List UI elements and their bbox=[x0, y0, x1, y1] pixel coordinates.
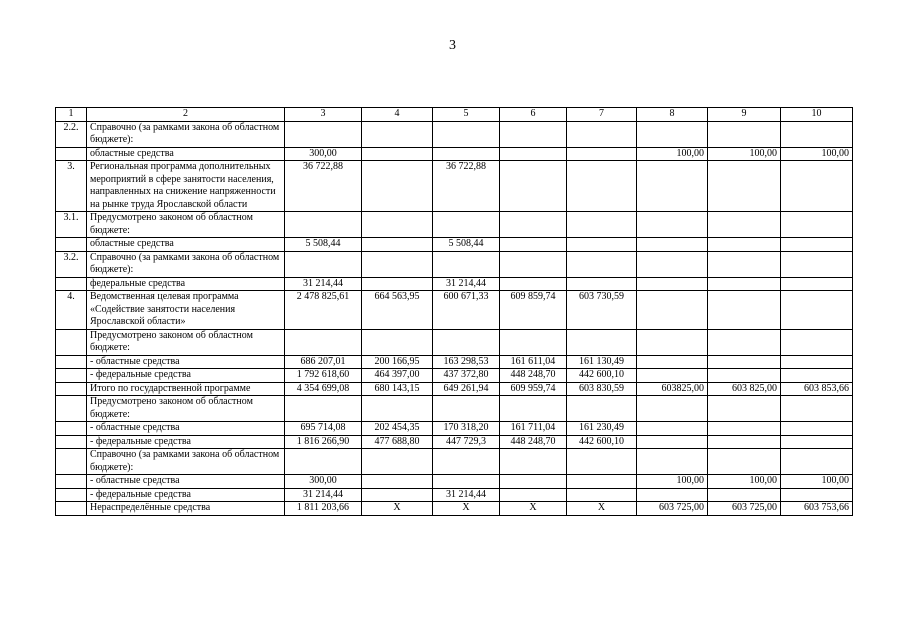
header-cell-year-7: 10 bbox=[781, 108, 853, 122]
cell-total: 4 354 699,08 bbox=[285, 382, 362, 396]
cell-year-2 bbox=[433, 449, 500, 475]
header-cell-year-2: 5 bbox=[433, 108, 500, 122]
cell-year-4: 161 130,49 bbox=[567, 355, 637, 369]
cell-year-5 bbox=[637, 212, 708, 238]
cell-number bbox=[56, 355, 87, 369]
cell-year-6 bbox=[708, 369, 781, 383]
cell-year-5: 603 725,00 bbox=[637, 502, 708, 516]
cell-year-4: 603 830,59 bbox=[567, 382, 637, 396]
cell-year-2: 5 508,44 bbox=[433, 238, 500, 252]
cell-year-1 bbox=[362, 121, 433, 147]
cell-name: Справочно (за рамками закона об областном бюджете): bbox=[87, 251, 285, 277]
cell-year-3: 609 959,74 bbox=[500, 382, 567, 396]
table-row bbox=[56, 291, 853, 330]
cell-year-2: Х bbox=[433, 502, 500, 516]
cell-year-2: 31 214,44 bbox=[433, 488, 500, 502]
cell-year-6 bbox=[708, 422, 781, 436]
cell-year-7: 603 853,66 bbox=[781, 382, 853, 396]
cell-number bbox=[56, 435, 87, 449]
cell-total bbox=[285, 121, 362, 147]
cell-year-3 bbox=[500, 277, 567, 291]
header-cell-name: 2 bbox=[87, 108, 285, 122]
cell-year-5 bbox=[637, 435, 708, 449]
cell-year-7 bbox=[781, 291, 853, 330]
table-row bbox=[56, 355, 853, 369]
table-row bbox=[56, 382, 853, 396]
cell-name: - областные средства bbox=[87, 422, 285, 436]
cell-year-4: Х bbox=[567, 502, 637, 516]
cell-name: Итого по государственной программе bbox=[87, 382, 285, 396]
header-cell-year-4: 7 bbox=[567, 108, 637, 122]
cell-name: Предусмотрено законом об областном бюджете: bbox=[87, 396, 285, 422]
cell-total: 1 811 203,66 bbox=[285, 502, 362, 516]
table-row bbox=[56, 475, 853, 489]
cell-number bbox=[56, 382, 87, 396]
cell-total bbox=[285, 449, 362, 475]
cell-year-2: 163 298,53 bbox=[433, 355, 500, 369]
table-row bbox=[56, 251, 853, 277]
cell-number: 4. bbox=[56, 291, 87, 330]
cell-number bbox=[56, 147, 87, 161]
cell-year-1: 477 688,80 bbox=[362, 435, 433, 449]
cell-total: 1 816 266,90 bbox=[285, 435, 362, 449]
cell-year-2: 170 318,20 bbox=[433, 422, 500, 436]
cell-year-3 bbox=[500, 161, 567, 212]
cell-year-4: 442 600,10 bbox=[567, 369, 637, 383]
cell-year-1 bbox=[362, 161, 433, 212]
cell-year-3: 161 711,04 bbox=[500, 422, 567, 436]
cell-year-7: 603 753,66 bbox=[781, 502, 853, 516]
cell-year-1: 202 454,35 bbox=[362, 422, 433, 436]
table-row bbox=[56, 369, 853, 383]
cell-number bbox=[56, 488, 87, 502]
cell-name: Справочно (за рамками закона об областном бюджете): bbox=[87, 121, 285, 147]
table-row bbox=[56, 161, 853, 212]
cell-year-2 bbox=[433, 251, 500, 277]
cell-total: 300,00 bbox=[285, 475, 362, 489]
cell-total: 31 214,44 bbox=[285, 488, 362, 502]
cell-year-2 bbox=[433, 475, 500, 489]
cell-year-2: 31 214,44 bbox=[433, 277, 500, 291]
cell-year-1 bbox=[362, 212, 433, 238]
cell-year-1 bbox=[362, 238, 433, 252]
cell-year-7 bbox=[781, 121, 853, 147]
cell-year-5 bbox=[637, 369, 708, 383]
cell-year-7 bbox=[781, 422, 853, 436]
cell-year-7 bbox=[781, 277, 853, 291]
cell-year-4 bbox=[567, 251, 637, 277]
cell-year-4 bbox=[567, 121, 637, 147]
cell-year-1 bbox=[362, 277, 433, 291]
table-row bbox=[56, 329, 853, 355]
cell-name: - областные средства bbox=[87, 355, 285, 369]
table-row bbox=[56, 435, 853, 449]
cell-name: областные средства bbox=[87, 147, 285, 161]
cell-total: 2 478 825,61 bbox=[285, 291, 362, 330]
cell-name: Региональная программа дополнительных мероприятий в сфере занятости населения, направленных на снижение напряженности на рынке труда Ярославской области bbox=[87, 161, 285, 212]
cell-name: Предусмотрено законом об областном бюджете: bbox=[87, 212, 285, 238]
cell-total bbox=[285, 396, 362, 422]
cell-year-6 bbox=[708, 238, 781, 252]
cell-year-7 bbox=[781, 435, 853, 449]
table-row bbox=[56, 212, 853, 238]
cell-year-5 bbox=[637, 277, 708, 291]
cell-year-3: 448 248,70 bbox=[500, 369, 567, 383]
cell-name: Ведомственная целевая программа «Содействие занятости населения Ярославской области» bbox=[87, 291, 285, 330]
cell-name: - федеральные средства bbox=[87, 435, 285, 449]
cell-year-7 bbox=[781, 251, 853, 277]
cell-year-6 bbox=[708, 435, 781, 449]
cell-number bbox=[56, 449, 87, 475]
cell-year-7 bbox=[781, 238, 853, 252]
table-header-row bbox=[56, 108, 853, 122]
cell-number bbox=[56, 369, 87, 383]
cell-year-3 bbox=[500, 238, 567, 252]
page-number: 3 bbox=[449, 38, 456, 53]
cell-year-6 bbox=[708, 488, 781, 502]
cell-year-1: 664 563,95 bbox=[362, 291, 433, 330]
cell-year-5 bbox=[637, 422, 708, 436]
cell-year-7: 100,00 bbox=[781, 475, 853, 489]
table-row bbox=[56, 277, 853, 291]
cell-number: 3.1. bbox=[56, 212, 87, 238]
cell-year-2 bbox=[433, 329, 500, 355]
table-row bbox=[56, 396, 853, 422]
cell-year-5 bbox=[637, 121, 708, 147]
cell-number bbox=[56, 475, 87, 489]
cell-year-1 bbox=[362, 488, 433, 502]
cell-year-7 bbox=[781, 449, 853, 475]
header-cell-number: 1 bbox=[56, 108, 87, 122]
cell-year-7 bbox=[781, 488, 853, 502]
cell-year-6 bbox=[708, 121, 781, 147]
cell-name: Справочно (за рамками закона об областном бюджете): bbox=[87, 449, 285, 475]
cell-year-6 bbox=[708, 161, 781, 212]
cell-year-1: Х bbox=[362, 502, 433, 516]
cell-total: 695 714,08 bbox=[285, 422, 362, 436]
cell-name: областные средства bbox=[87, 238, 285, 252]
cell-number: 2.2. bbox=[56, 121, 87, 147]
header-cell-total: 3 bbox=[285, 108, 362, 122]
cell-year-4 bbox=[567, 475, 637, 489]
cell-total bbox=[285, 251, 362, 277]
table-row bbox=[56, 449, 853, 475]
cell-total: 1 792 618,60 bbox=[285, 369, 362, 383]
cell-year-4: 442 600,10 bbox=[567, 435, 637, 449]
cell-year-4: 603 730,59 bbox=[567, 291, 637, 330]
cell-year-4 bbox=[567, 449, 637, 475]
cell-year-5 bbox=[637, 355, 708, 369]
cell-total: 686 207,01 bbox=[285, 355, 362, 369]
cell-number bbox=[56, 329, 87, 355]
table-row bbox=[56, 422, 853, 436]
cell-year-1 bbox=[362, 329, 433, 355]
cell-year-5: 603825,00 bbox=[637, 382, 708, 396]
cell-number: 3. bbox=[56, 161, 87, 212]
cell-name: Предусмотрено законом об областном бюджете: bbox=[87, 329, 285, 355]
table-row bbox=[56, 238, 853, 252]
header-cell-year-6: 9 bbox=[708, 108, 781, 122]
cell-year-7 bbox=[781, 369, 853, 383]
cell-year-6 bbox=[708, 329, 781, 355]
cell-year-3 bbox=[500, 147, 567, 161]
cell-year-4 bbox=[567, 212, 637, 238]
cell-year-3 bbox=[500, 396, 567, 422]
cell-year-6: 603 725,00 bbox=[708, 502, 781, 516]
cell-year-5 bbox=[637, 449, 708, 475]
cell-year-2 bbox=[433, 396, 500, 422]
cell-year-2: 600 671,33 bbox=[433, 291, 500, 330]
cell-year-1 bbox=[362, 449, 433, 475]
cell-year-4: 161 230,49 bbox=[567, 422, 637, 436]
cell-year-6: 100,00 bbox=[708, 475, 781, 489]
cell-number: 3.2. bbox=[56, 251, 87, 277]
cell-year-1: 200 166,95 bbox=[362, 355, 433, 369]
cell-year-3: 609 859,74 bbox=[500, 291, 567, 330]
cell-year-3: 161 611,04 bbox=[500, 355, 567, 369]
cell-year-2: 437 372,80 bbox=[433, 369, 500, 383]
cell-year-4 bbox=[567, 488, 637, 502]
cell-number bbox=[56, 396, 87, 422]
cell-year-6 bbox=[708, 277, 781, 291]
cell-year-4 bbox=[567, 396, 637, 422]
cell-year-6 bbox=[708, 212, 781, 238]
cell-year-5: 100,00 bbox=[637, 475, 708, 489]
cell-year-3 bbox=[500, 212, 567, 238]
cell-year-3 bbox=[500, 121, 567, 147]
header-cell-year-1: 4 bbox=[362, 108, 433, 122]
cell-name: - областные средства bbox=[87, 475, 285, 489]
cell-name: Нераспределённые средства bbox=[87, 502, 285, 516]
cell-year-5 bbox=[637, 161, 708, 212]
cell-year-4 bbox=[567, 277, 637, 291]
cell-year-1: 680 143,15 bbox=[362, 382, 433, 396]
cell-total bbox=[285, 212, 362, 238]
cell-year-5 bbox=[637, 291, 708, 330]
header-cell-year-5: 8 bbox=[637, 108, 708, 122]
cell-year-5 bbox=[637, 251, 708, 277]
cell-year-3 bbox=[500, 251, 567, 277]
cell-total: 36 722,88 bbox=[285, 161, 362, 212]
cell-year-5 bbox=[637, 238, 708, 252]
cell-year-6: 603 825,00 bbox=[708, 382, 781, 396]
cell-name: - федеральные средства bbox=[87, 369, 285, 383]
cell-year-2 bbox=[433, 212, 500, 238]
cell-number bbox=[56, 502, 87, 516]
cell-year-2: 36 722,88 bbox=[433, 161, 500, 212]
cell-year-1 bbox=[362, 396, 433, 422]
cell-year-5 bbox=[637, 396, 708, 422]
cell-total bbox=[285, 329, 362, 355]
cell-year-1: 464 397,00 bbox=[362, 369, 433, 383]
cell-year-3 bbox=[500, 449, 567, 475]
table-row bbox=[56, 147, 853, 161]
cell-name: федеральные средства bbox=[87, 277, 285, 291]
cell-total: 5 508,44 bbox=[285, 238, 362, 252]
cell-year-6 bbox=[708, 355, 781, 369]
cell-year-4 bbox=[567, 329, 637, 355]
table-row bbox=[56, 502, 853, 516]
cell-number bbox=[56, 238, 87, 252]
cell-year-2: 447 729,3 bbox=[433, 435, 500, 449]
cell-year-7 bbox=[781, 355, 853, 369]
cell-year-7 bbox=[781, 396, 853, 422]
cell-total: 31 214,44 bbox=[285, 277, 362, 291]
cell-year-4 bbox=[567, 147, 637, 161]
cell-name: - федеральные средства bbox=[87, 488, 285, 502]
table-row bbox=[56, 121, 853, 147]
budget-table-body bbox=[56, 108, 853, 516]
cell-year-3 bbox=[500, 475, 567, 489]
cell-year-3 bbox=[500, 488, 567, 502]
cell-year-6: 100,00 bbox=[708, 147, 781, 161]
cell-number bbox=[56, 422, 87, 436]
cell-year-1 bbox=[362, 147, 433, 161]
cell-year-5 bbox=[637, 488, 708, 502]
cell-year-2 bbox=[433, 147, 500, 161]
cell-year-6 bbox=[708, 251, 781, 277]
cell-year-3: Х bbox=[500, 502, 567, 516]
budget-table bbox=[55, 107, 853, 516]
cell-year-2 bbox=[433, 121, 500, 147]
cell-year-2: 649 261,94 bbox=[433, 382, 500, 396]
cell-total: 300,00 bbox=[285, 147, 362, 161]
cell-year-4 bbox=[567, 161, 637, 212]
cell-year-7 bbox=[781, 161, 853, 212]
cell-number bbox=[56, 277, 87, 291]
cell-year-7: 100,00 bbox=[781, 147, 853, 161]
cell-year-7 bbox=[781, 212, 853, 238]
cell-year-3: 448 248,70 bbox=[500, 435, 567, 449]
cell-year-6 bbox=[708, 291, 781, 330]
cell-year-1 bbox=[362, 251, 433, 277]
cell-year-1 bbox=[362, 475, 433, 489]
cell-year-7 bbox=[781, 329, 853, 355]
table-row bbox=[56, 488, 853, 502]
cell-year-4 bbox=[567, 238, 637, 252]
header-cell-year-3: 6 bbox=[500, 108, 567, 122]
cell-year-3 bbox=[500, 329, 567, 355]
cell-year-6 bbox=[708, 396, 781, 422]
cell-year-5 bbox=[637, 329, 708, 355]
cell-year-5: 100,00 bbox=[637, 147, 708, 161]
cell-year-6 bbox=[708, 449, 781, 475]
